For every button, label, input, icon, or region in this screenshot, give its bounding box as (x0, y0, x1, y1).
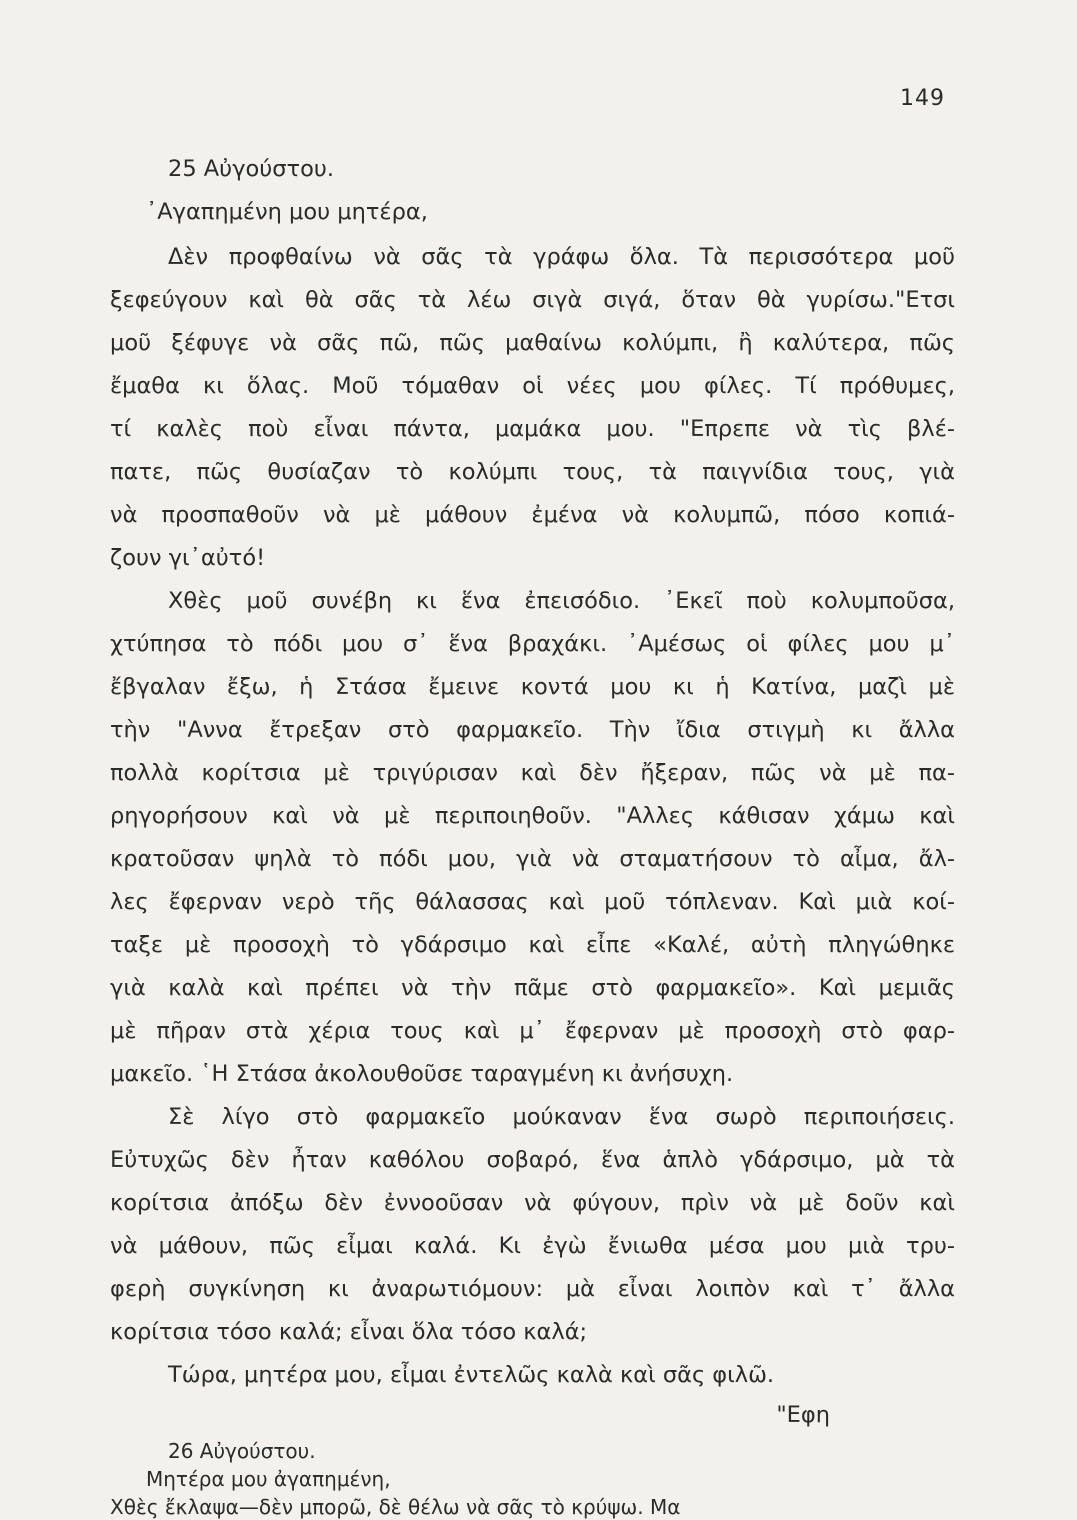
text-line: νὰ προσπαθοῦν νὰ μὲ μάθουν ἐμένα νὰ κολυμπῶ, πόσο κοπιά- (110, 502, 955, 528)
letter-date: 25 Αὐγούστου. (168, 156, 335, 182)
text-line: Χθὲς ἔκλαψα—δὲν μπορῶ, δὲ θέλω νὰ σᾶς τὸ κρύψω. Μα (110, 1495, 681, 1519)
text-line: ἔμαθα κι ὅλας. Μοῦ τόμαθαν οἱ νέες μου φίλες. Τί πρόθυμες, (110, 373, 955, 399)
text-line: πατε, πῶς θυσίαζαν τὸ κολύμπι τους, τὰ παιγνίδια τους, γιὰ (110, 459, 955, 485)
letter-salutation: ᾿Αγαπημένη μου μητέρα, (146, 199, 428, 225)
text-line: χτύπησα τὸ πόδι μου σ᾿ ἕνα βραχάκι. ᾿Αμέσως οἱ φίλες μου μ᾿ (110, 631, 955, 657)
text-line: μοῦ ξέφυγε νὰ σᾶς πῶ, πῶς μαθαίνω κολύμπι, ἢ καλύτερα, πῶς (110, 330, 955, 356)
text-line: τὴν "Αννα ἔτρεξαν στὸ φαρμακεῖο. Τὴν ἴδια στιγμὴ κι ἄλλα (110, 717, 955, 743)
text-line: ξεφεύγουν καὶ θὰ σᾶς τὰ λέω σιγὰ σιγά, ὅταν θὰ γυρίσω."Ετσι (110, 287, 955, 313)
page-number: 149 (900, 86, 945, 111)
letter-salutation-2: Μητέρα μου ἀγαπημένη, (146, 1467, 391, 1491)
text-line: Τώρα, μητέρα μου, εἶμαι ἐντελῶς καλὰ καὶ σᾶς φιλῶ. (168, 1362, 775, 1388)
text-line: νὰ μάθουν, πῶς εἶμαι καλά. Κι ἐγὼ ἔνιωθα μέσα μου μιὰ τρυ- (110, 1233, 955, 1259)
text-line: μὲ πῆραν στὰ χέρια τους καὶ μ᾿ ἔφερναν μὲ προσοχὴ στὸ φαρ- (110, 1018, 955, 1044)
text-line: κορίτσια τόσο καλά; εἶναι ὅλα τόσο καλά; (110, 1319, 588, 1345)
text-line: πολλὰ κορίτσια μὲ τριγύρισαν καὶ δὲν ἤξεραν, πῶς νὰ μὲ πα- (110, 760, 955, 786)
text-line: κορίτσια ἀπόξω δὲν ἐννοοῦσαν νὰ φύγουν, πρὶν νὰ μὲ δοῦν καὶ (110, 1190, 955, 1216)
text-line: λες ἔφερναν νερὸ τῆς θάλασσας καὶ μοῦ τόπλεναν. Καὶ μιὰ κοί- (110, 889, 955, 915)
text-line: ἔβγαλαν ἔξω, ἡ Στάσα ἔμεινε κοντά μου κι ἡ Κατίνα, μαζὶ μὲ (110, 674, 955, 700)
text-line: ταξε μὲ προσοχὴ τὸ γδάρσιμο καὶ εἶπε «Καλέ, αὐτὴ πληγώθηκε (110, 932, 955, 958)
text-line: Εὐτυχῶς δὲν ἦταν καθόλου σοβαρό, ἕνα ἁπλὸ γδάρσιμο, μὰ τὰ (110, 1147, 955, 1173)
text-line: Δὲν προφθαίνω νὰ σᾶς τὰ γράφω ὅλα. Τὰ περισσότερα μοῦ (168, 244, 955, 270)
text-line: ρηγορήσουν καὶ νὰ μὲ περιποιηθοῦν. "Αλλες κάθισαν χάμω καὶ (110, 803, 955, 829)
text-line: Σὲ λίγο στὸ φαρμακεῖο μούκαναν ἕνα σωρὸ περιποιήσεις. (168, 1104, 955, 1130)
text-line: τί καλὲς ποὺ εἶναι πάντα, μαμάκα μου. "Επρεπε νὰ τὶς βλέ- (110, 416, 955, 442)
text-line: γιὰ καλὰ καὶ πρέπει νὰ τὴν πᾶμε στὸ φαρμακεῖο». Καὶ μεμιᾶς (110, 975, 955, 1001)
text-line: κρατοῦσαν ψηλὰ τὸ πόδι μου, γιὰ νὰ σταματήσουν τὸ αἶμα, ἄλ- (110, 846, 955, 872)
text-line: ζουν γι᾿αὐτό! (110, 545, 266, 571)
letter-signature: "Εφη (776, 1402, 830, 1428)
text-line: Χθὲς μοῦ συνέβη κι ἕνα ἐπεισόδιο. ᾿Εκεῖ ποὺ κολυμποῦσα, (168, 588, 955, 614)
text-line: μακεῖο. ῾Η Στάσα ἀκολουθοῦσε ταραγμένη κι ἀνήσυχη. (110, 1061, 734, 1087)
letter-date-2: 26 Αὐγούστου. (168, 1439, 316, 1463)
text-line: φερὴ συγκίνηση κι ἀναρωτιόμουν: μὰ εἶναι λοιπὸν καὶ τ᾿ ἄλλα (110, 1276, 955, 1302)
